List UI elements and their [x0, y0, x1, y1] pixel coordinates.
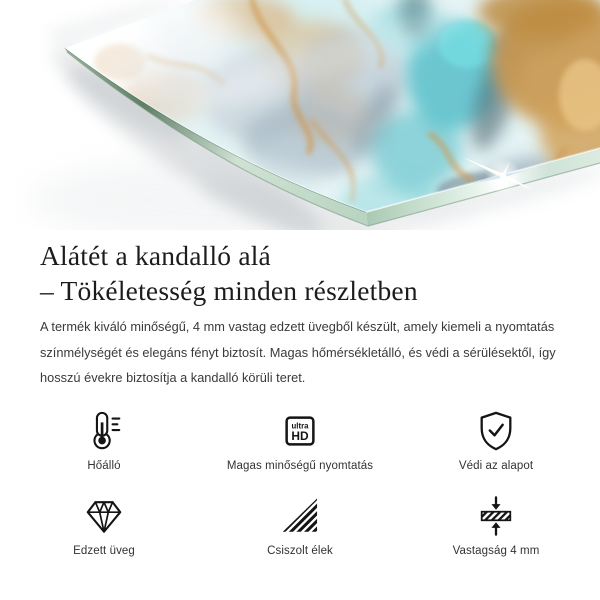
feature-label: Védi az alapot	[458, 459, 534, 472]
feature-base-protection	[398, 410, 594, 473]
feature-label: Csiszolt élek	[267, 544, 333, 557]
shield-check-icon	[475, 410, 517, 452]
feature-label: Magas minőségű nyomtatás	[226, 459, 374, 472]
svg-text:HD: HD	[291, 428, 309, 443]
diamond-icon	[83, 495, 125, 537]
feature-polished-edges	[202, 495, 398, 558]
product-image	[0, 0, 600, 230]
product-hero	[0, 0, 600, 230]
feature-label: Hőálló	[87, 459, 121, 472]
ultra-hd-icon	[279, 410, 321, 452]
feature-hd-print	[202, 410, 398, 473]
svg-text:ultra: ultra	[291, 421, 309, 431]
product-copy	[0, 238, 600, 391]
feature-tempered-glass	[6, 495, 202, 558]
polished-edges-icon	[279, 495, 321, 537]
product-description: A termék kiváló minőségű, 4 mm vastag edzett üvegből készült, amely kiemeli a nyomtatás színmélységét és elegáns fényt biztosít. Magas hőmérsékletálló, és védi a sérülésektől, így hosszú évekre biztosítja a kandalló körüli teret.	[40, 319, 556, 385]
feature-grid	[0, 410, 600, 558]
feature-heat-resistant	[6, 410, 202, 473]
feature-label: Vastagság 4 mm	[452, 544, 540, 557]
title-line-1: Alátét a kandalló alá	[40, 240, 271, 271]
feature-thickness	[398, 495, 594, 558]
thickness-icon	[475, 495, 517, 537]
page-title	[40, 238, 560, 308]
feature-label: Edzett üveg	[73, 544, 135, 557]
title-line-2: – Tökéletesség minden részletben	[40, 275, 418, 306]
thermometer-icon	[83, 410, 125, 452]
